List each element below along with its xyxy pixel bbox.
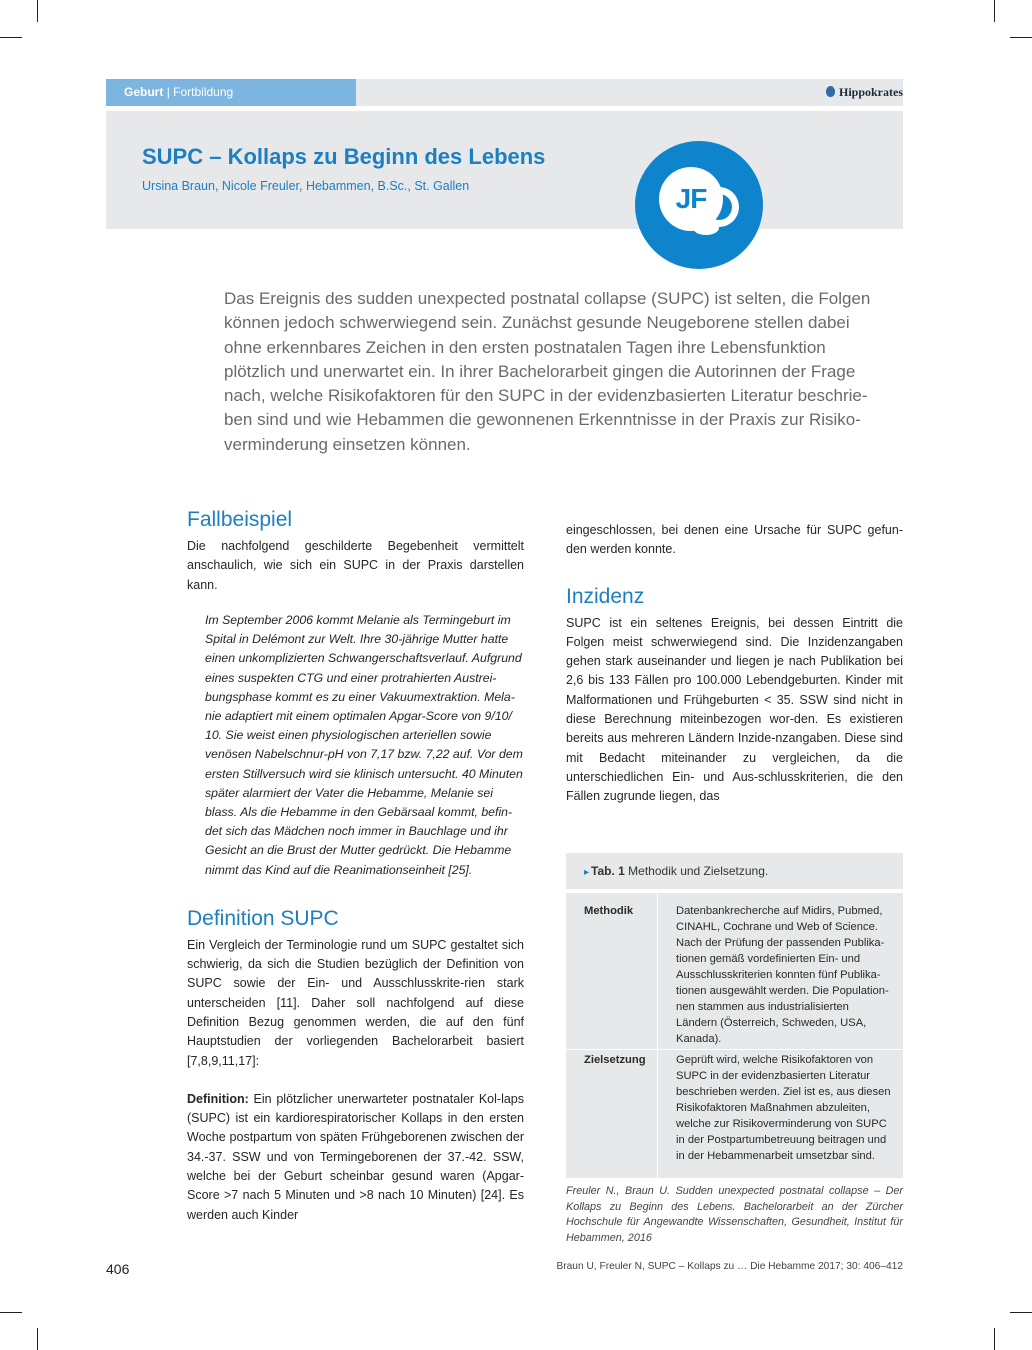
section-separator: | [166, 85, 170, 99]
table-line: nen stammen aus industrialisierten [676, 1001, 849, 1013]
fallbeispiel-intro: Die nachfolgend geschilderte Begebenheit vermittelt anschaulich, wie sich ein SUPC in der Praxis darstellen kann. [187, 539, 524, 592]
right-column [566, 521, 903, 807]
fallbeispiel-heading: Fallbeispiel [187, 508, 293, 531]
case-line: nimmt das Kind auf die Reanimationseinheit [25]. [205, 862, 473, 877]
case-line: nie adaptiert mit einem optimalen Apgar-Score von 9/10/ [205, 708, 512, 723]
abstract-line: Das Ereignis des sudden unexpected postnatal collapse (SUPC) ist selten, die Folgen [224, 289, 871, 308]
inzidenz-text: SUPC ist ein seltenes Ereignis, bei dessen Eintritt die Folgen meist schwerwiegend sind. Die Inzidenzangaben gehen stark auseinander und liegen je nach Publikation bei 2,6 bis 133 Fällen pro 100.000 Lebendgeburten. Kinder mit Malformationen und Frühgeburten < 35. SSW sind nicht in diese Berechnung miteinbezogen wor-den. Es existieren bereits aus mehreren Ländern Inzide-nzangaben. Diese sind mit Bedacht miteinander zu vergleichen, da die unterschiedlichen Ein- und Aus-schlusskriterien, die den Fällen zugrunde liegen, das [566, 615, 903, 804]
table-line: Datenbankrecherche auf Midirs, Pubmed, [676, 905, 883, 917]
table-body [566, 893, 903, 1178]
table-row-key: Zielsetzung [584, 1054, 646, 1066]
table-caption: Freuler N., Braun U. Sudden unexpected postnatal collapse – Der Kollaps zu Beginn des Lebens. Bachelorarbeit an der Zürcher Hochschule für Angewandte Wissenschaften, Gesundheit, Institut für Hebammen, 2016 [566, 1185, 903, 1244]
article-authors: Ursina Braun, Nicole Freuler, Hebammen, B.Sc., St. Gallen [142, 179, 470, 193]
case-line: Im September 2006 kommt Melanie als Termingeburt im [205, 612, 511, 627]
case-line: 10. Sie weist einen physiologischen arteriellen sowie [205, 728, 492, 743]
footer-citation: Braun U, Freuler N, SUPC – Kollaps zu … Die Hebamme 2017; 30: 406–412 [556, 1261, 903, 1272]
case-line: eines suspekten CTG und einer protrahierten Austrei- [205, 670, 497, 685]
crop-mark [1010, 37, 1032, 38]
table-title-text: Methodik und Zielsetzung. [624, 864, 769, 878]
table-divider [657, 893, 658, 1178]
subsection-name: Fortbildung [173, 85, 234, 99]
table-line: CINAHL, Cochrane und Web of Science. [676, 921, 878, 933]
table-line: tionen ausgewählt werden. Die Population- [676, 985, 889, 997]
table-line: Geprüft wird, welche Risikofaktoren von [676, 1054, 874, 1066]
logo-text: JF [659, 167, 723, 231]
table-line: in der Hebammenarbeit umsetzbar sind. [676, 1150, 875, 1162]
jf-logo-icon [635, 141, 763, 269]
crop-mark [994, 0, 995, 22]
crop-mark [37, 0, 38, 22]
table-line: SUPC in der evidenzbasierten Literatur [676, 1070, 871, 1082]
left-column [187, 507, 524, 1225]
table-line: beschrieben werden. Ziel ist es, aus diesen [676, 1086, 891, 1098]
crop-mark [994, 1328, 995, 1350]
table-line: Ausschlusskriterien konnten fünf Publika- [676, 969, 881, 981]
abstract-line: nach, welche Risikofaktoren für den SUPC in der evidenzbasierten Literatur beschrie- [224, 386, 868, 406]
section-name: Geburt [124, 85, 164, 99]
case-line: Gesicht an die Brust der Mutter gedrückt. Die Hebamme [205, 843, 512, 858]
table-divider [566, 1049, 903, 1050]
table-line: welche zur Risikoverminderung von SUPC [676, 1118, 887, 1130]
definition-heading: Definition SUPC [187, 906, 339, 930]
crop-mark [0, 37, 22, 38]
case-line: det sich das Mädchen noch immer in Bauchlage und ihr [205, 824, 508, 839]
case-line: bungsphase kommt es zu einer Vakuumextraktion. Mela- [205, 689, 515, 704]
table-line: Nach der Prüfung der passenden Publika- [676, 937, 885, 949]
definition-paragraph [187, 1090, 524, 1225]
abstract-line: können jedoch schwerwiegend sein. Zunächst gesunde Neugeborene stellen dabei [224, 313, 850, 333]
crop-mark [1010, 1312, 1032, 1313]
case-line: blass. Als die Hebamme in den Gebärsaal kommt, befin- [205, 804, 513, 819]
table-marker-icon: ▸ [584, 867, 590, 878]
definition-text: Ein Vergleich der Terminologie rund um SUPC gestaltet sich schwierig, da sich die Studien bezüglich der Definition von SUPC sowie der Ein- und Ausschlusskrite-rien stark unterscheiden [11]. Daher soll nachfolgend auf diese Definition Bezug genommen werden, die auf den fünf Hauptstudien der vorliegenden Bachelorarbeit basiert [7,8,9,11,17]: [187, 937, 524, 1068]
table-line: Ländern (Österreich, Schweden, USA, [676, 1017, 867, 1029]
table-title [566, 853, 903, 889]
abstract [224, 287, 904, 457]
crop-mark [0, 1312, 22, 1313]
continuation-text: eingeschlossen, bei denen eine Ursache für SUPC gefun-den werden konnte. [566, 523, 903, 557]
abstract-line: ben sind und wie Hebammen die gewonnenen Erkenntnisse in der Praxis zur Risiko- [224, 410, 861, 430]
abstract-line: verminderung einsetzen können. [224, 434, 471, 454]
abstract-line: ohne erkennbares Zeichen in den ersten postnatalen Tagen ihre Lebensfunktion [224, 337, 826, 357]
table-row-key: Methodik [584, 905, 634, 917]
table-line: in der Postpartumbetreuung beitragen und [676, 1134, 887, 1146]
definition-body: Ein plötzlicher unerwarteter postnataler Kol-laps (SUPC) ist ein kardiorespiratorischer Kollaps in den ersten Woche postpartum von späten Frühgeborenen zwischen der 34.-37. SSW und von Termingeborenen der 37.-42. SSW, welche bei der Geburt scheinbar gesund waren (Apgar-Score >7 nach 5 Minuten und >8 nach 10 Minuten) [24]. Es werden auch Kinder [187, 1091, 524, 1222]
case-line: ersten Stillversuch wird sie klinisch untersucht. 40 Minuten [205, 766, 523, 781]
crop-mark [37, 1328, 38, 1350]
article-title: SUPC – Kollaps zu Beginn des Lebens [142, 144, 546, 169]
title-box [106, 111, 903, 229]
case-line: venösen Nabelschnur-pH von 7,17 bzw. 7,22 auf. Vor dem [205, 747, 523, 762]
table-row-value [676, 903, 898, 1047]
publisher-logo [826, 79, 903, 106]
table-line: tionen gemäß vordefinierten Ein- und [676, 953, 861, 965]
table-label: Tab. 1 [591, 864, 625, 878]
abstract-line: plötzlich und unerwartet ein. In ihrer Bachelorarbeit gingen die Autorinnen der Frage [224, 361, 856, 381]
publisher-name: Hippokrates [838, 85, 903, 99]
inzidenz-heading: Inzidenz [566, 584, 645, 608]
page-number: 406 [106, 1261, 130, 1277]
section-label [106, 79, 356, 106]
hippokrates-icon [826, 86, 835, 97]
case-line: Spital in Delémont zur Welt. Ihre 30-jährige Mutter hatte [205, 632, 509, 647]
case-study [187, 611, 524, 880]
table-row-value [676, 1052, 898, 1164]
table-line: Risikofaktoren Maßnahmen abzuleiten, [676, 1102, 871, 1114]
case-line: einen unkomplizierten Schwangerschaftsverlauf. Aufgrund [205, 651, 522, 666]
table-line: Kanada). [676, 1033, 722, 1045]
definition-label: Definition: [187, 1091, 249, 1106]
case-line: später alarmiert der Vater die Hebamme, Melanie sei [205, 785, 493, 800]
